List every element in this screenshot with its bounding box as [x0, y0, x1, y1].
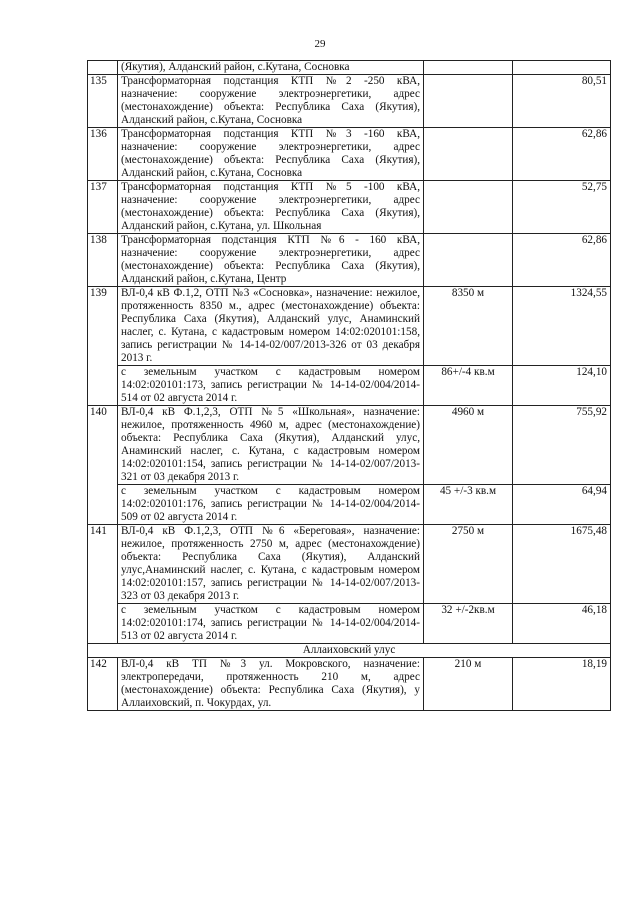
row-value: 755,92 — [513, 406, 611, 485]
row-description: ВЛ-0,4 кВ ТП №3 ул. Мокровского, назначение: электропередачи, протяженность 210 м, адрес (местонахождение) объекта: Республика Саха (Якутия), у Аллаиховский, п. Чокурдах, ул. — [118, 658, 424, 711]
table-row — [88, 525, 611, 604]
table-row — [88, 75, 611, 128]
row-description: Трансформаторная подстанция КТП №5 -100 кВА, назначение: сооружение электроэнергетики, адрес (местонахождение) объекта: Республика Саха (Якутия), Алданский район, с.Кутана, ул. Школьная — [118, 181, 424, 234]
row-description: Трансформаторная подстанция КТП №2 -250 кВА, назначение: сооружение электроэнергетики, адрес (местонахождение) объекта: Республика Саха (Якутия), Алданский район, с.Кутана, Сосновка — [118, 75, 424, 128]
land-plot-value: 46,18 — [513, 604, 611, 644]
row-number: 141 — [88, 525, 118, 644]
row-quantity: 210 м — [424, 658, 513, 711]
table-row — [88, 128, 611, 181]
row-description: ВЛ-0,4 кВ Ф.1,2,3, ОТП №6 «Береговая», назначение: нежилое, протяженность 2750 м, адрес (местонахождение) объекта: Республика Саха (Якутия), Алданский улус,Анаминский наслег, с. Кутана, с кадастровым номером 14:02:020101:157, запись регистрации № 14-14-02/007/2013-323 от 03 декабря 2013 г. — [118, 525, 424, 604]
land-plot-description: с земельным участком с кадастровым номером 14:02:020101:174, запись регистрации № 14-14-02/004/2014-513 от 02 августа 2014 г. — [118, 604, 424, 644]
land-plot-description: с земельным участком с кадастровым номером 14:02:020101:173, запись регистрации № 14-14-02/004/2014-514 от 02 августа 2014 г. — [118, 366, 424, 406]
row-description: (Якутия), Алданский район, с.Кутана, Сосновка — [118, 61, 424, 75]
row-number: 137 — [88, 181, 118, 234]
row-number: 135 — [88, 75, 118, 128]
row-quantity — [424, 61, 513, 75]
row-description: ВЛ-0,4 кВ Ф.1,2, ОТП №3 «Сосновка», назначение: нежилое, протяженность 8350 м., адрес (местонахождение) объекта: Республика Саха (Якутия), Алданский улус, Анаминский наслег, с. Кутана, с кадастровым номером 14:02:020101:158, запись регистрации № 14-14-02/007/2013-326 от 03 декабря 2013 г. — [118, 287, 424, 366]
land-plot-value: 124,10 — [513, 366, 611, 406]
section-header-row — [88, 644, 611, 658]
row-quantity: 2750 м — [424, 525, 513, 604]
row-quantity — [424, 234, 513, 287]
row-value: 62,86 — [513, 128, 611, 181]
property-registry-table — [87, 60, 611, 711]
row-value: 1324,55 — [513, 287, 611, 366]
row-description: Трансформаторная подстанция КТП №3 -160 кВА, назначение: сооружение электроэнергетики, адрес (местонахождение) объекта: Республика Саха (Якутия), Алданский район, с.Кутана, Сосновка — [118, 128, 424, 181]
land-plot-area: 45 +/-3 кв.м — [424, 485, 513, 525]
row-number: 140 — [88, 406, 118, 525]
row-quantity: 4960 м — [424, 406, 513, 485]
row-number: 138 — [88, 234, 118, 287]
row-description: ВЛ-0,4 кВ Ф.1,2,3, ОТП №5 «Школьная», назначение: нежилое, протяженность 4960 м, адрес (местонахождение) объекта: Республика Саха (Якутия), Алданский улус, Анаминский наслег, с. Кутана, с кадастровым номером 14:02:020101:154, запись регистрации № 14-14-02/007/2013-321 от 03 декабря 2013 г. — [118, 406, 424, 485]
land-plot-area: 32 +/-2кв.м — [424, 604, 513, 644]
table-row — [88, 658, 611, 711]
table-row — [88, 181, 611, 234]
table-subrow — [88, 604, 611, 644]
row-quantity — [424, 181, 513, 234]
row-value: 80,51 — [513, 75, 611, 128]
row-value: 18,19 — [513, 658, 611, 711]
table-row — [88, 406, 611, 485]
row-number: 136 — [88, 128, 118, 181]
row-value: 62,86 — [513, 234, 611, 287]
row-quantity — [424, 128, 513, 181]
row-value: 1675,48 — [513, 525, 611, 604]
row-number: 139 — [88, 287, 118, 406]
land-plot-value: 64,94 — [513, 485, 611, 525]
row-number: 142 — [88, 658, 118, 711]
row-quantity: 8350 м — [424, 287, 513, 366]
row-quantity — [424, 75, 513, 128]
row-number — [88, 61, 118, 75]
table-row — [88, 234, 611, 287]
section-title: Аллаиховский улус — [88, 644, 611, 658]
land-plot-description: с земельным участком с кадастровым номером 14:02:020101:176, запись регистрации № 14-14-02/004/2014-509 от 02 августа 2014 г. — [118, 485, 424, 525]
table-subrow — [88, 366, 611, 406]
table-row — [88, 287, 611, 366]
land-plot-area: 86+/-4 кв.м — [424, 366, 513, 406]
table-row — [88, 61, 611, 75]
table-subrow — [88, 485, 611, 525]
row-description: Трансформаторная подстанция КТП №6 - 160 кВА, назначение: сооружение электроэнергетики, адрес (местонахождение) объекта: Республика Саха (Якутия), Алданский район, с.Кутана, Центр — [118, 234, 424, 287]
row-value — [513, 61, 611, 75]
row-value: 52,75 — [513, 181, 611, 234]
page-number: 29 — [314, 38, 326, 50]
